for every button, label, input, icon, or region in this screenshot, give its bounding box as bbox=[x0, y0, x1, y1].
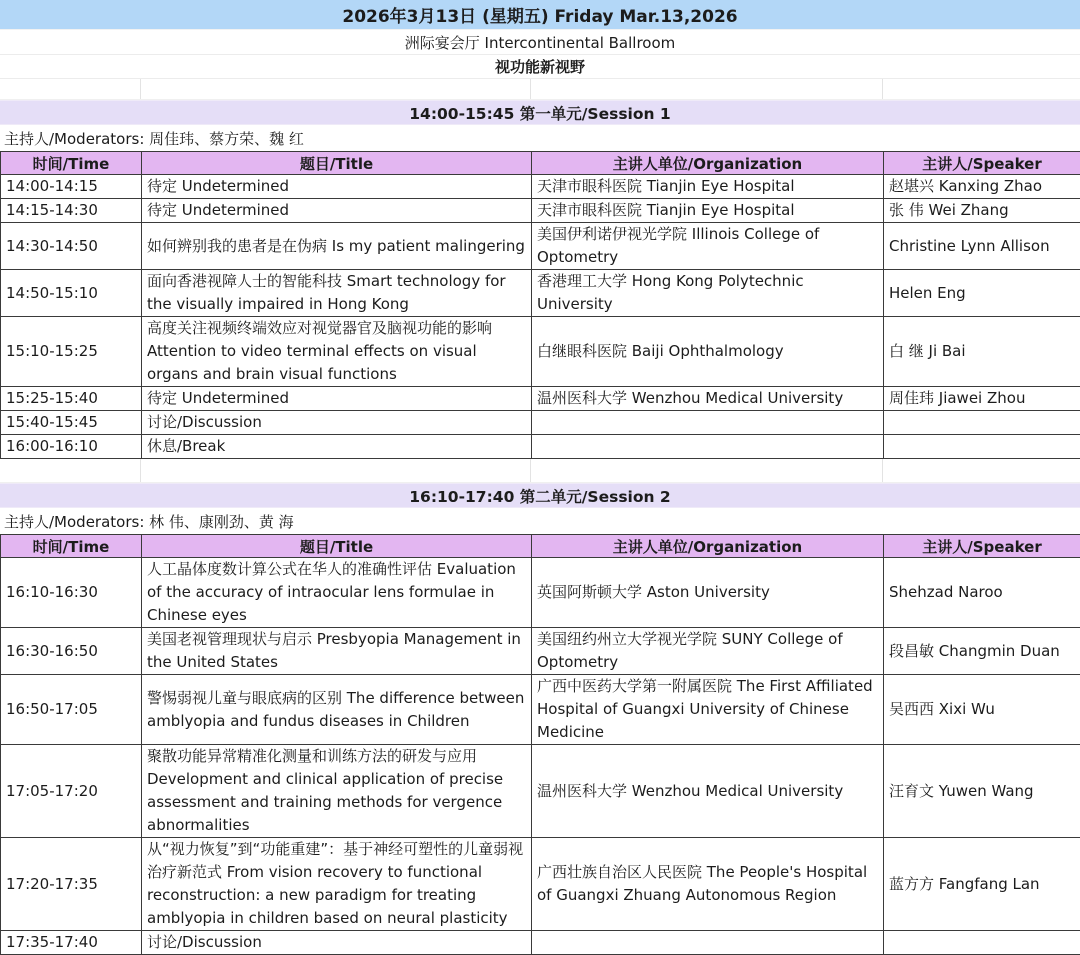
cell-speaker: Helen Eng bbox=[884, 270, 1080, 317]
cell-time: 15:25-15:40 bbox=[1, 387, 142, 411]
session-1 bbox=[0, 100, 1080, 459]
col-header-speaker: 主讲人/Speaker bbox=[884, 152, 1080, 175]
cell-speaker: Shehzad Naroo bbox=[884, 558, 1080, 628]
table-row bbox=[1, 387, 1080, 411]
table-row bbox=[1, 838, 1080, 931]
table-header-row bbox=[1, 152, 1080, 175]
cell-title: 休息/Break bbox=[142, 435, 532, 459]
table-row bbox=[1, 745, 1080, 838]
col-header-time: 时间/Time bbox=[1, 535, 142, 558]
cell-speaker: 赵堪兴 Kanxing Zhao bbox=[884, 175, 1080, 199]
table-row bbox=[1, 270, 1080, 317]
cell-time: 16:00-16:10 bbox=[1, 435, 142, 459]
cell-speaker: 吴西西 Xixi Wu bbox=[884, 675, 1080, 745]
cell-title: 从“视力恢复”到“功能重建”：基于神经可塑性的儿童弱视治疗新范式 From vision recovery to functional reconstruction: a new paradigm for treating amblyopia in children based on neural plasticity bbox=[142, 838, 532, 931]
cell-time: 17:35-17:40 bbox=[1, 931, 142, 955]
cell-speaker: 白 继 Ji Bai bbox=[884, 317, 1080, 387]
table-row bbox=[1, 628, 1080, 675]
cell-organization: 美国纽约州立大学视光学院 SUNY College of Optometry bbox=[532, 628, 884, 675]
cell-title: 警惕弱视儿童与眼底病的区别 The difference between amblyopia and fundus diseases in Children bbox=[142, 675, 532, 745]
session-1-moderators: 主持人/Moderators: 周佳玮、蔡方荣、魏 红 bbox=[0, 125, 1080, 151]
cell-time: 15:40-15:45 bbox=[1, 411, 142, 435]
cell-time: 14:50-15:10 bbox=[1, 270, 142, 317]
empty-cell bbox=[531, 459, 883, 482]
table-row bbox=[1, 199, 1080, 223]
cell-time: 17:20-17:35 bbox=[1, 838, 142, 931]
cell-organization: 香港理工大学 Hong Kong Polytechnic University bbox=[532, 270, 884, 317]
cell-title: 待定 Undetermined bbox=[142, 387, 532, 411]
cell-organization: 天津市眼科医院 Tianjin Eye Hospital bbox=[532, 199, 884, 223]
cell-speaker: 周佳玮 Jiawei Zhou bbox=[884, 387, 1080, 411]
cell-speaker: 蓝方方 Fangfang Lan bbox=[884, 838, 1080, 931]
empty-cell bbox=[141, 79, 531, 99]
cell-organization: 温州医科大学 Wenzhou Medical University bbox=[532, 387, 884, 411]
cell-organization: 温州医科大学 Wenzhou Medical University bbox=[532, 745, 884, 838]
table-row bbox=[1, 317, 1080, 387]
venue-title: 洲际宴会厅 Intercontinental Ballroom bbox=[0, 30, 1080, 55]
empty-grid-row bbox=[0, 459, 1080, 483]
cell-speaker: 段昌敏 Changmin Duan bbox=[884, 628, 1080, 675]
col-header-speaker: 主讲人/Speaker bbox=[884, 535, 1080, 558]
cell-title: 面向香港视障人士的智能科技 Smart technology for the visually impaired in Hong Kong bbox=[142, 270, 532, 317]
table-row bbox=[1, 411, 1080, 435]
empty-cell bbox=[0, 79, 141, 99]
cell-speaker bbox=[884, 435, 1080, 459]
col-header-time: 时间/Time bbox=[1, 152, 142, 175]
cell-title: 讨论/Discussion bbox=[142, 411, 532, 435]
empty-cell bbox=[883, 79, 1080, 99]
cell-title: 待定 Undetermined bbox=[142, 199, 532, 223]
cell-time: 14:30-14:50 bbox=[1, 223, 142, 270]
cell-speaker: 张 伟 Wei Zhang bbox=[884, 199, 1080, 223]
cell-time: 17:05-17:20 bbox=[1, 745, 142, 838]
track-title: 视功能新视野 bbox=[0, 55, 1080, 79]
cell-organization: 英国阿斯顿大学 Aston University bbox=[532, 558, 884, 628]
table-row bbox=[1, 435, 1080, 459]
cell-organization bbox=[532, 411, 884, 435]
cell-title: 聚散功能异常精准化测量和训练方法的研发与应用 Development and clinical application of precise assessment and training methods for vergence abnormalities bbox=[142, 745, 532, 838]
session-1-table bbox=[0, 151, 1080, 459]
col-header-title: 题目/Title bbox=[142, 152, 532, 175]
cell-time: 14:00-14:15 bbox=[1, 175, 142, 199]
col-header-title: 题目/Title bbox=[142, 535, 532, 558]
table-header-row bbox=[1, 535, 1080, 558]
date-banner: 2026年3月13日 (星期五) Friday Mar.13,2026 bbox=[0, 0, 1080, 30]
empty-cell bbox=[531, 79, 883, 99]
cell-organization: 白继眼科医院 Baiji Ophthalmology bbox=[532, 317, 884, 387]
cell-title: 如何辨别我的患者是在伪病 Is my patient malingering bbox=[142, 223, 532, 270]
cell-speaker: Christine Lynn Allison bbox=[884, 223, 1080, 270]
cell-title: 待定 Undetermined bbox=[142, 175, 532, 199]
empty-cell bbox=[0, 459, 141, 482]
cell-organization: 美国伊利诺伊视光学院 Illinois College of Optometry bbox=[532, 223, 884, 270]
cell-time: 16:50-17:05 bbox=[1, 675, 142, 745]
cell-organization bbox=[532, 435, 884, 459]
table-row bbox=[1, 175, 1080, 199]
cell-speaker: 汪育文 Yuwen Wang bbox=[884, 745, 1080, 838]
cell-organization: 广西壮族自治区人民医院 The People's Hospital of Guangxi Zhuang Autonomous Region bbox=[532, 838, 884, 931]
cell-speaker bbox=[884, 411, 1080, 435]
empty-grid-row bbox=[0, 79, 1080, 100]
session-2 bbox=[0, 483, 1080, 955]
col-header-organization: 主讲人单位/Organization bbox=[532, 535, 884, 558]
session-2-table bbox=[0, 534, 1080, 955]
session-2-moderators: 主持人/Moderators: 林 伟、康刚劲、黄 海 bbox=[0, 508, 1080, 534]
empty-cell bbox=[141, 459, 531, 482]
empty-cell bbox=[883, 459, 1080, 482]
table-row bbox=[1, 675, 1080, 745]
cell-time: 15:10-15:25 bbox=[1, 317, 142, 387]
cell-organization: 天津市眼科医院 Tianjin Eye Hospital bbox=[532, 175, 884, 199]
session-2-banner: 16:10-17:40 第二单元/Session 2 bbox=[0, 483, 1080, 508]
cell-time: 14:15-14:30 bbox=[1, 199, 142, 223]
cell-title: 人工晶体度数计算公式在华人的准确性评估 Evaluation of the accuracy of intraocular lens formulae in Chinese eyes bbox=[142, 558, 532, 628]
cell-organization: 广西中医药大学第一附属医院 The First Affiliated Hospital of Guangxi University of Chinese Medicine bbox=[532, 675, 884, 745]
table-row bbox=[1, 558, 1080, 628]
table-row bbox=[1, 223, 1080, 270]
cell-speaker bbox=[884, 931, 1080, 955]
cell-title: 美国老视管理现状与启示 Presbyopia Management in the United States bbox=[142, 628, 532, 675]
cell-time: 16:10-16:30 bbox=[1, 558, 142, 628]
session-1-banner: 14:00-15:45 第一单元/Session 1 bbox=[0, 100, 1080, 125]
table-row bbox=[1, 931, 1080, 955]
cell-organization bbox=[532, 931, 884, 955]
col-header-organization: 主讲人单位/Organization bbox=[532, 152, 884, 175]
cell-time: 16:30-16:50 bbox=[1, 628, 142, 675]
cell-title: 高度关注视频终端效应对视觉器官及脑视功能的影响 Attention to video terminal effects on visual organs and brain visual functions bbox=[142, 317, 532, 387]
cell-title: 讨论/Discussion bbox=[142, 931, 532, 955]
